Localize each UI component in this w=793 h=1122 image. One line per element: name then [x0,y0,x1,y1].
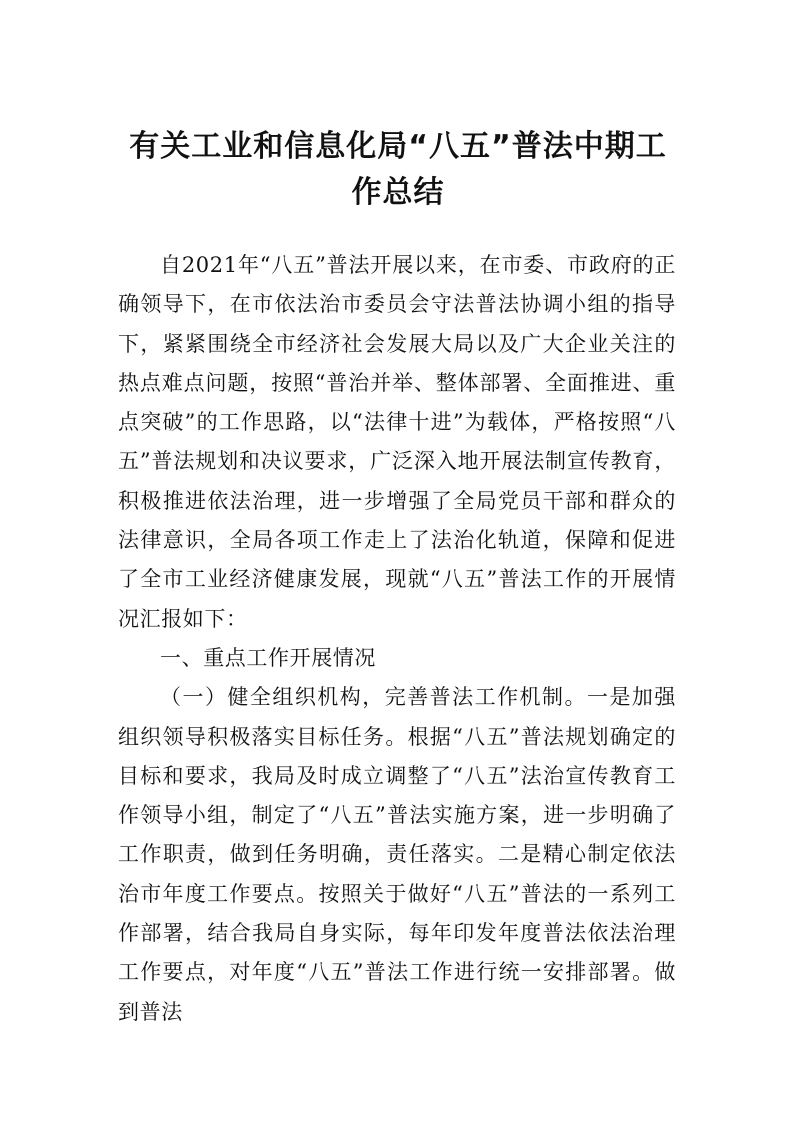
document-body [118,246,676,1032]
section-heading: 一、重点工作开展情况 [160,645,376,670]
paragraph-intro: 自2021年“八五”普法开展以来，在市委、市政府的正确领导下，在市依法治市委员会守法普法协调小组的指导下，紧紧围绕全市经济社会发展大局以及广大企业关注的热点难点问题，按照“普治并举、整体部署、全面推进、重点突破”的工作思路，以“法律十进”为载体，严格按照“八五”普法规划和决议要求，广泛深入地开展法制宣传教育，积极推进依法治理，进一步增强了全局党员干部和群众的法律意识，全局各项工作走上了法治化轨道，保障和促进了全市工业经济健康发展，现就“八五”普法工作的开展情况汇报如下： [118,253,676,631]
document-title: 有关工业和信息化局“八五”普法中期工作总结 [129,129,667,210]
paragraph-section-1: （一）健全组织机构，完善普法工作机制。一是加强组织领导积极落实目标任务。根据“八五”普法规划确定的目标和要求，我局及时成立调整了“八五”法治宣传教育工作领导小组，制定了“八五”普法实施方案，进一步明确了工作职责，做到任务明确，责任落实。二是精心制定依法治市年度工作要点。按照关于做好“八五”普法的一系列工作部署，结合我局自身实际，每年印发年度普法依法治理工作要点，对年度“八五”普法工作进行统一安排部署。做到普法 [118,685,676,1024]
